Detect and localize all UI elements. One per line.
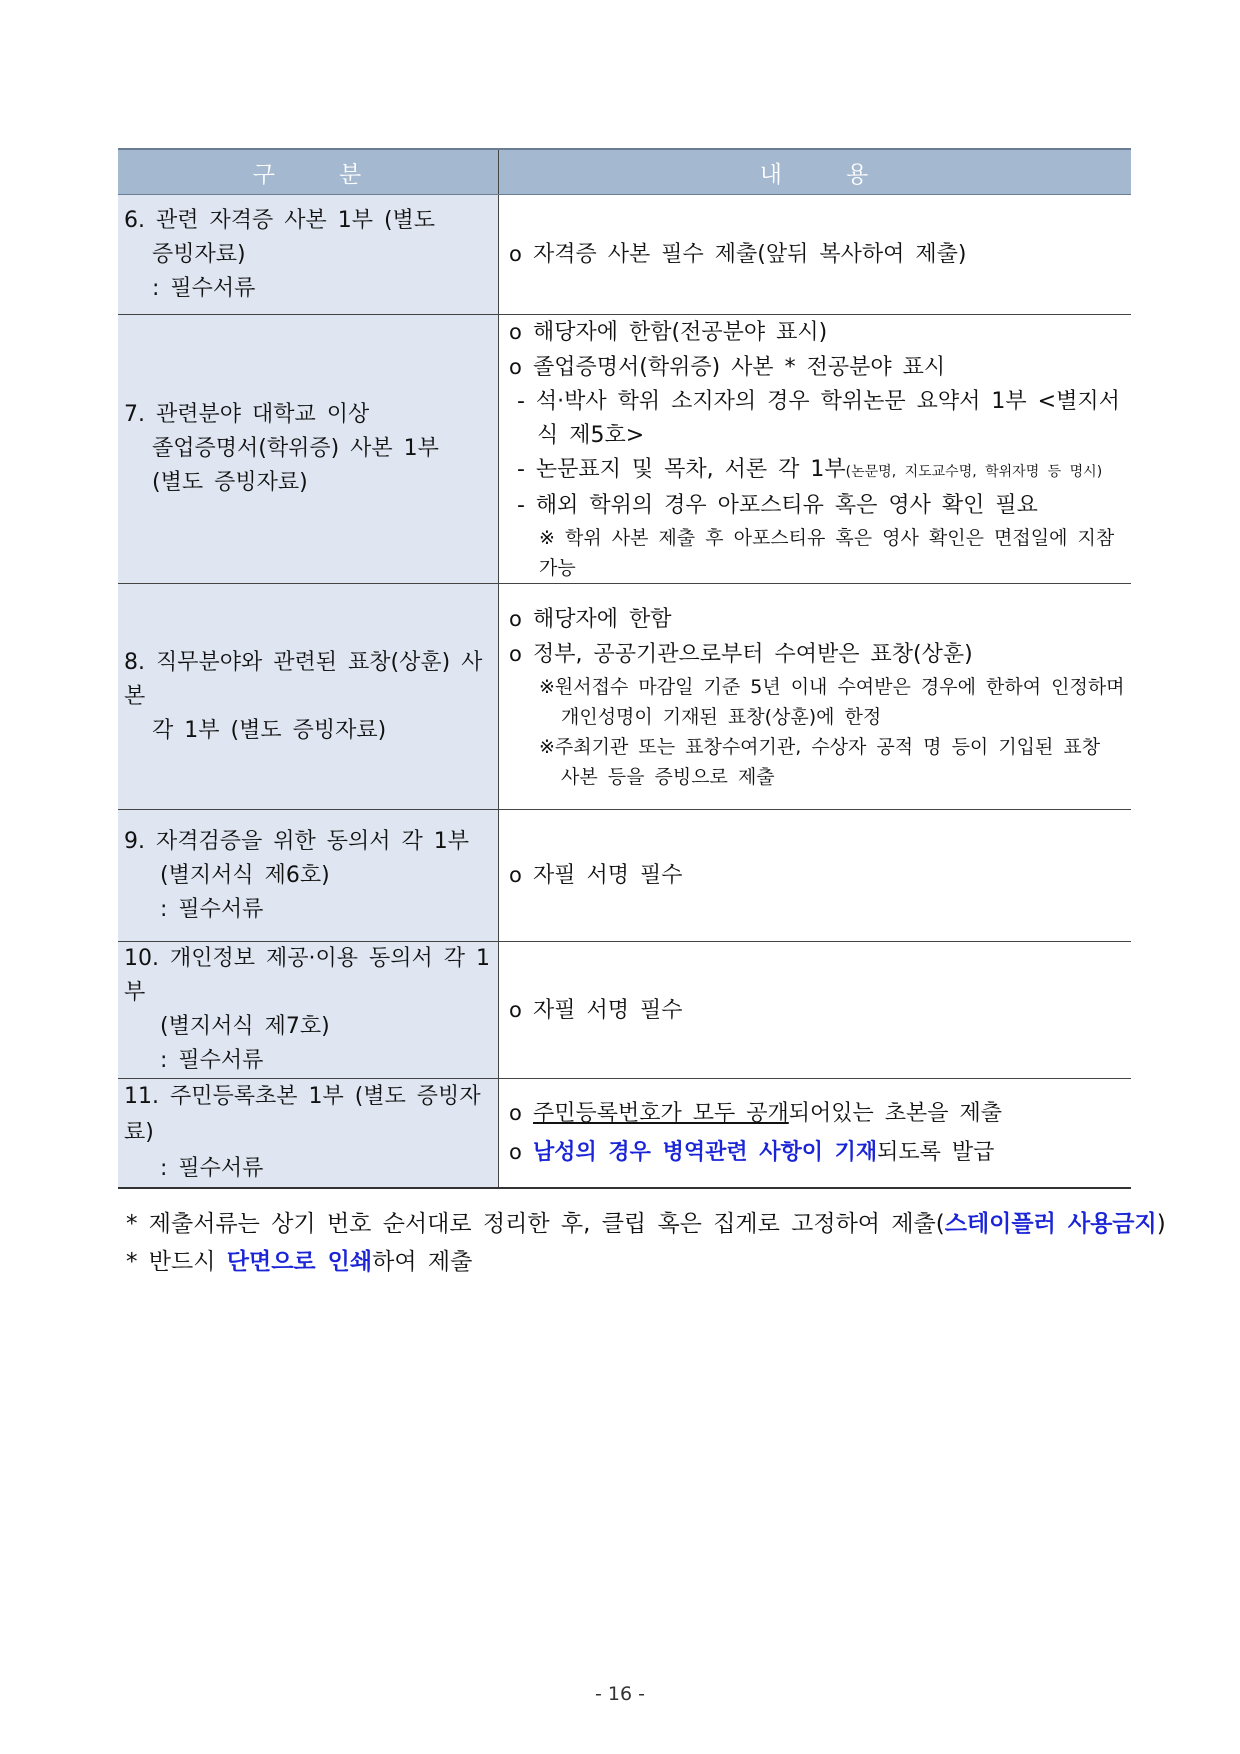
header-category-char1: 구 — [252, 161, 277, 188]
header-category-char2: 분 — [339, 161, 364, 188]
highlight-text: 남성의 경우 병역관련 사항이 기재 — [533, 1140, 878, 1165]
table-row — [118, 1079, 1131, 1189]
category-line: 졸업증명서(학위증) 사본 1부 — [152, 436, 439, 461]
row-content — [499, 810, 1132, 942]
footnote-highlight: 스테이플러 사용금지 — [944, 1211, 1157, 1237]
row-content — [499, 584, 1132, 810]
category-line: 11. 주민등록초본 1부 (별도 증빙자료) — [124, 1084, 481, 1145]
footnote-text: * 반드시 — [126, 1249, 227, 1275]
dash-small-text: (논문명, 지도교수명, 학위자명 등 명시) — [845, 464, 1103, 480]
table-row — [118, 810, 1131, 942]
table-row — [118, 942, 1131, 1079]
category-line: : 필수서류 — [160, 1048, 264, 1073]
footnotes — [126, 1205, 1166, 1281]
category-line: 9. 자격검증을 위한 동의서 각 1부 — [124, 828, 469, 854]
category-line: : 필수서류 — [152, 275, 256, 301]
row-category — [118, 810, 499, 942]
header-category — [118, 149, 499, 195]
category-line: : 필수서류 — [160, 1156, 264, 1181]
footnote-highlight: 단면으로 인쇄 — [226, 1249, 373, 1275]
table-row — [118, 584, 1131, 810]
documents-table — [118, 148, 1131, 1189]
footnote-text: ) — [1156, 1211, 1166, 1237]
row-category — [118, 584, 499, 810]
category-line: 10. 개인정보 제공·이용 동의서 각 1부 — [124, 946, 490, 1005]
row-content — [499, 315, 1132, 584]
table-row — [118, 315, 1131, 584]
content-bullet: o 졸업증명서(학위증) 사본 * 전공분야 표시 — [509, 350, 1125, 385]
content-bullet: o 자필 서명 필수 — [509, 993, 1125, 1028]
footnote-line — [126, 1243, 1136, 1281]
header-content — [499, 149, 1132, 195]
footnote-text: * 제출서류는 상기 번호 순서대로 정리한 후, 클립 혹은 집게로 고정하여 제출( — [126, 1211, 945, 1237]
category-line: 각 1부 (별도 증빙자료) — [152, 717, 387, 743]
page-number: - 16 - — [595, 1683, 645, 1705]
bullet-rest-text: 되도록 발급 — [877, 1140, 995, 1165]
content-bullet: o 해당자에 한함 — [509, 602, 1125, 637]
row-content — [499, 942, 1132, 1079]
bullet-rest-text: 되어있는 초본을 제출 — [788, 1101, 1003, 1126]
content-note: ※ 학위 사본 제출 후 아포스티유 혹은 영사 확인은 면접일에 지참 가능 — [539, 527, 1115, 579]
content-bullet: o 자격증 사본 필수 제출(앞뒤 복사하여 제출) — [509, 237, 1125, 272]
row-category — [118, 195, 499, 315]
header-content-char2: 용 — [846, 161, 871, 188]
category-line: 7. 관련분야 대학교 이상 — [124, 402, 370, 427]
header-content-char1: 내 — [759, 161, 784, 188]
content-bullet: o 정부, 공공기관으로부터 수여받은 표창(상훈) — [509, 637, 1125, 672]
footnote-text: 하여 제출 — [372, 1249, 473, 1275]
category-line: : 필수서류 — [160, 896, 264, 922]
content-dash-item — [509, 453, 1125, 489]
category-line: 6. 관련 자격증 사본 1부 (별도 — [124, 207, 436, 233]
content-note: ※원서접수 마감일 기준 5년 이내 수여받은 경우에 한하여 인정하며 개인성명이 기재된 표창(상훈)에 한정 — [539, 675, 1125, 728]
category-line: (별지서식 제7호) — [160, 1014, 330, 1039]
content-note: ※주최기관 또는 표창수여기관, 수상자 공적 명 등이 기입된 표창 사본 등을 증빙으로 제출 — [539, 735, 1101, 788]
category-line: 8. 직무분야와 관련된 표창(상훈) 사본 — [124, 649, 483, 709]
dash-main-text: - 논문표지 및 목차, 서론 각 1부 — [517, 457, 846, 482]
row-category — [118, 942, 499, 1079]
row-content — [499, 1079, 1132, 1189]
content-dash-item: - 해외 학위의 경우 아포스티유 혹은 영사 확인 필요 — [517, 493, 1038, 518]
content-bullet: o 자필 서명 필수 — [509, 858, 1125, 893]
table-header-row — [118, 149, 1131, 195]
category-line: (별지서식 제6호) — [160, 862, 330, 888]
content-bullet — [509, 1094, 1125, 1133]
underlined-text: 주민등록번호가 모두 공개 — [533, 1101, 789, 1126]
row-category — [118, 315, 499, 584]
row-content — [499, 195, 1132, 315]
category-line: (별도 증빙자료) — [152, 470, 308, 495]
content-dash-item: - 석·박사 학위 소지자의 경우 학위논문 요약서 1부 <별지서식 제5호> — [517, 389, 1120, 448]
footnote-line — [126, 1205, 1166, 1243]
content-bullet — [509, 1133, 1125, 1172]
category-line: 증빙자료) — [152, 241, 246, 267]
content-bullet: o 해당자에 한함(전공분야 표시) — [509, 315, 1125, 350]
table-row — [118, 195, 1131, 315]
row-category — [118, 1079, 499, 1189]
